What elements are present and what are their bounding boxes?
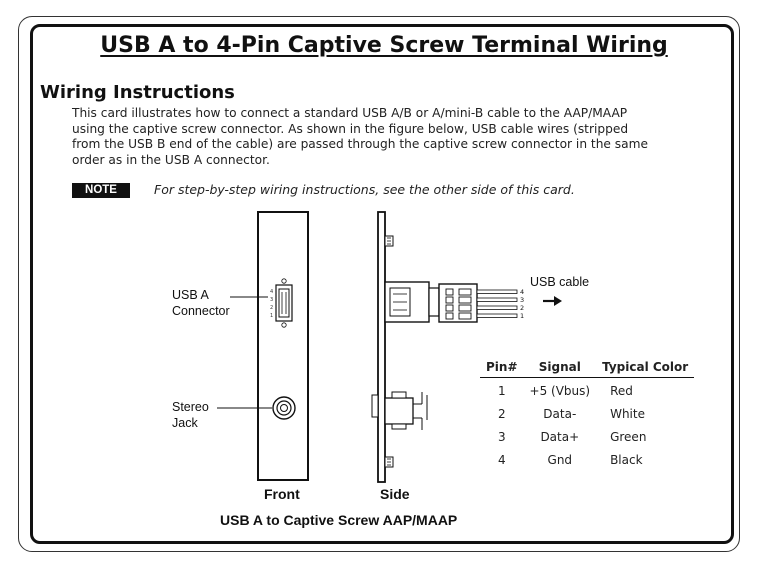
pin-table	[480, 360, 694, 470]
side-label: Side	[380, 486, 410, 502]
color-cell: White	[610, 407, 645, 421]
pin-table-row	[480, 378, 694, 402]
wire-pin-number: 4	[520, 288, 525, 296]
usb-a-side-connector-icon	[385, 282, 439, 322]
captive-screw-connector-icon	[439, 284, 477, 322]
pin-number-cell: 1	[497, 384, 506, 398]
pin-number-cell: 4	[497, 453, 506, 467]
note-text: For step-by-step wiring instructions, see the other side of this card.	[154, 182, 575, 197]
signal-cell: +5 (Vbus)	[529, 384, 591, 398]
signal-cell: Data+	[540, 430, 580, 444]
note-badge: NOTE	[72, 183, 130, 198]
color-cell: Red	[610, 384, 633, 398]
front-panel	[258, 212, 308, 480]
pin-table-header: Signal	[524, 360, 597, 378]
wire-pin-number: 3	[520, 296, 525, 304]
svg-text:3: 3	[270, 297, 274, 303]
front-label: Front	[264, 486, 300, 502]
usb-a-label-line2: Connector	[172, 304, 230, 318]
stereo-jack-icon	[273, 397, 295, 419]
diagram-caption: USB A to Captive Screw AAP/MAAP	[220, 512, 458, 528]
wire-pin-number: 2	[520, 304, 525, 312]
mount-screw-top-icon	[385, 236, 393, 246]
svg-text:2: 2	[270, 305, 274, 311]
pin-table-header: Typical Color	[596, 360, 694, 378]
card-title: USB A to 4-Pin Captive Screw Terminal Wiring	[100, 33, 668, 58]
stereo-label-line1: Stereo	[172, 400, 209, 414]
side-panel	[378, 212, 385, 482]
wire-pin-number: 1	[520, 312, 525, 320]
usb-cable-label: USB cable	[530, 275, 590, 289]
signal-cell: Gnd	[547, 453, 573, 467]
color-cell: Green	[610, 430, 647, 444]
usb-cable-wires	[477, 290, 517, 318]
intro-line: using the captive screw connector. As shown in the figure below, USB cable wires (stripped	[72, 121, 629, 136]
cable-direction-arrow-icon	[543, 296, 562, 306]
pin-table-header: Pin#	[480, 360, 524, 378]
mount-screw-bottom-icon	[385, 457, 393, 467]
pin-number-cell: 3	[497, 430, 506, 444]
pin-table-header-row	[480, 360, 694, 378]
pin-table-row	[480, 447, 694, 470]
usb-a-label-line1: USB A	[172, 288, 209, 302]
signal-cell: Data-	[543, 407, 577, 421]
pin-table-row	[480, 424, 694, 447]
stereo-label-line2: Jack	[172, 416, 198, 430]
section-heading: Wiring Instructions	[40, 82, 235, 103]
intro-line: This card illustrates how to connect a standard USB A/B or A/mini-B cable to the AAP/MAAP	[72, 106, 628, 120]
pin-table-row	[480, 401, 694, 424]
intro-line: order as in the USB A connector.	[72, 152, 270, 167]
color-cell: Black	[610, 453, 643, 467]
svg-text:1: 1	[270, 313, 274, 319]
intro-line: from the USB B end of the cable) are passed through the captive screw connector in the same	[72, 137, 648, 151]
pin-number-cell: 2	[497, 407, 506, 421]
svg-text:4: 4	[270, 289, 274, 295]
